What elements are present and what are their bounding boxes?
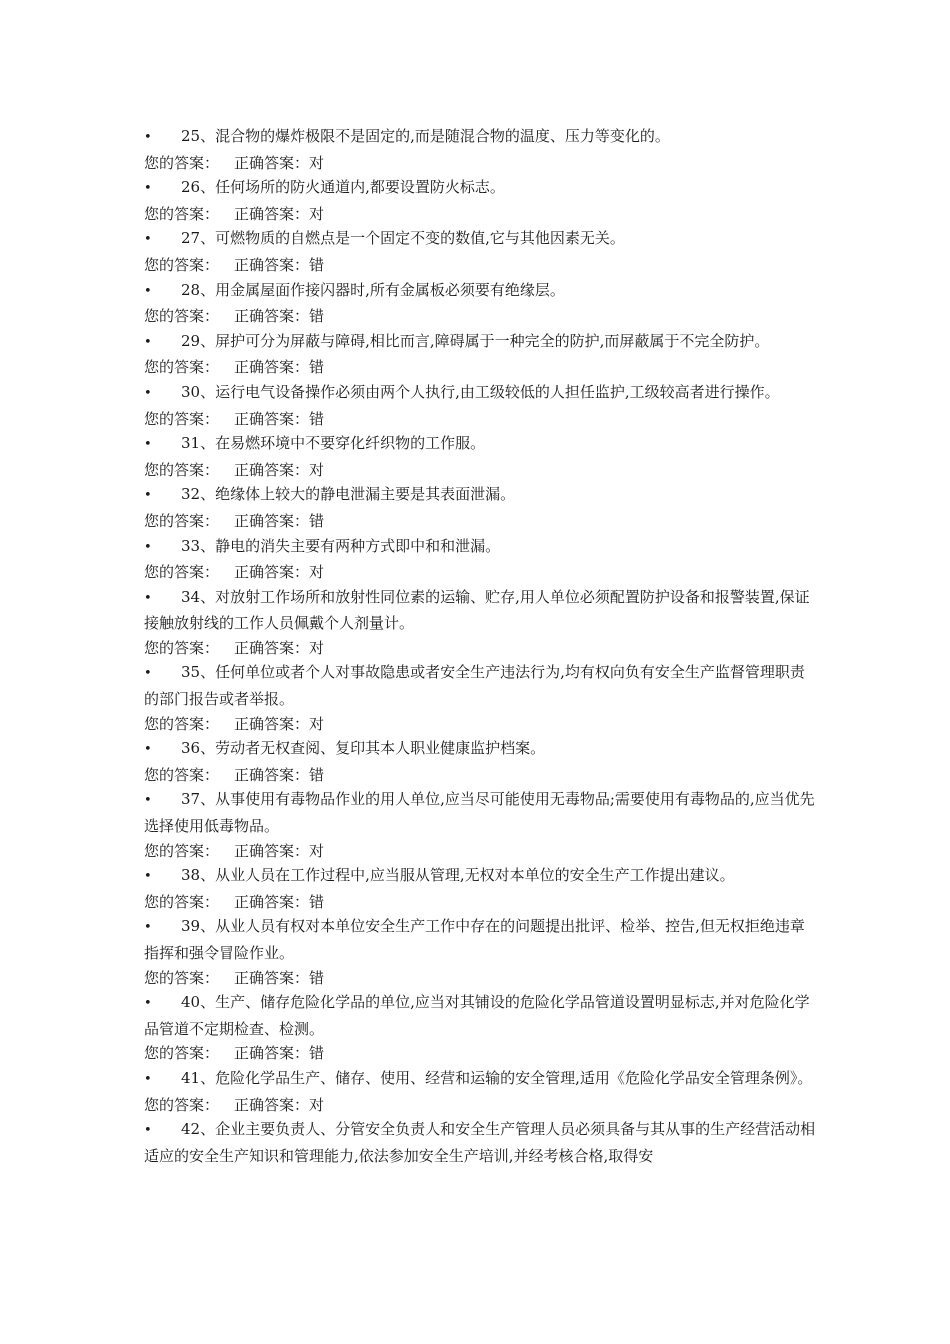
correct-answer-value: 对	[309, 153, 325, 172]
correct-answer-label: 正确答案：	[234, 841, 310, 860]
correct-answer-label: 正确答案：	[234, 153, 310, 172]
question-text: 25、混合物的爆炸极限不是固定的,而是随混合物的温度、压力等变化的。	[181, 127, 670, 145]
question-text: 29、屏护可分为屏蔽与障碍,相比而言,障碍属于一种完全的防护,而屏蔽属于不完全防护。	[181, 331, 770, 350]
question-text: 34、对放射工作场所和放射性同位素的运输、贮存,用人单位必须配置防护设备和报警装置,保证接触放射线的工作人员佩戴个人剂量计。	[144, 587, 810, 633]
question-item	[144, 226, 816, 253]
question-item	[144, 914, 816, 965]
answer-line	[144, 151, 816, 176]
answer-line	[144, 839, 816, 864]
bullet-icon: •	[144, 181, 152, 197]
question-text: 35、任何单位或者个人对事故隐患或者安全生产违法行为,均有权向负有安全生产监督管理职责的部门报告或者举报。	[144, 663, 805, 709]
correct-answer-label: 正确答案：	[234, 638, 310, 657]
answer-line	[144, 890, 816, 915]
bullet-icon: •	[144, 283, 152, 299]
your-answer-label: 您的答案：	[144, 892, 220, 911]
answer-line	[144, 202, 816, 227]
question-item	[144, 534, 816, 561]
bullet-icon: •	[144, 1071, 152, 1087]
correct-answer-label: 正确答案：	[234, 409, 310, 428]
correct-answer-value: 错	[309, 892, 325, 911]
correct-answer-label: 正确答案：	[234, 1044, 310, 1063]
question-text: 27、可燃物质的自燃点是一个固定不变的数值,它与其他因素无关。	[181, 229, 625, 248]
your-answer-label: 您的答案：	[144, 1095, 220, 1114]
your-answer-label: 您的答案：	[144, 307, 220, 326]
bullet-icon: •	[144, 488, 152, 504]
question-item	[144, 585, 816, 636]
answer-line	[144, 1093, 816, 1118]
your-answer-label: 您的答案：	[144, 563, 220, 582]
bullet-icon: •	[144, 334, 152, 350]
question-text: 26、任何场所的防火通道内,都要设置防火标志。	[181, 178, 505, 197]
correct-answer-value: 错	[309, 511, 325, 530]
question-item	[144, 278, 816, 305]
your-answer-label: 您的答案：	[144, 511, 220, 530]
your-answer-label: 您的答案：	[144, 255, 220, 274]
correct-answer-label: 正确答案：	[234, 511, 310, 530]
correct-answer-label: 正确答案：	[234, 358, 310, 377]
question-text: 32、绝缘体上较大的静电泄漏主要是其表面泄漏。	[181, 485, 516, 504]
your-answer-label: 您的答案：	[144, 358, 220, 377]
question-text: 28、用金属屋面作接闪器时,所有金属板必须要有绝缘层。	[181, 280, 565, 299]
question-item	[144, 175, 816, 202]
answer-line	[144, 458, 816, 483]
question-text: 33、静电的消失主要有两种方式即中和和泄漏。	[181, 536, 501, 555]
correct-answer-label: 正确答案：	[234, 460, 310, 479]
question-text: 31、在易燃环境中不要穿化纤织物的工作服。	[181, 434, 486, 453]
question-text: 38、从业人员在工作过程中,应当服从管理,无权对本单位的安全生产工作提出建议。	[181, 866, 735, 885]
correct-answer-label: 正确答案：	[234, 714, 310, 733]
answer-line	[144, 304, 816, 329]
bullet-icon: •	[144, 590, 152, 606]
question-item	[144, 863, 816, 890]
correct-answer-label: 正确答案：	[234, 968, 310, 987]
your-answer-label: 您的答案：	[144, 153, 220, 172]
bullet-icon: •	[144, 232, 152, 248]
answer-line	[144, 763, 816, 788]
document-page	[144, 124, 816, 1168]
correct-answer-label: 正确答案：	[234, 765, 310, 784]
correct-answer-value: 错	[309, 968, 325, 987]
question-text: 41、危险化学品生产、储存、使用、经营和运输的安全管理,适用《危险化学品安全管理条例》。	[181, 1068, 813, 1087]
question-item	[144, 329, 816, 356]
question-item	[144, 124, 816, 151]
correct-answer-value: 对	[309, 714, 325, 733]
answer-line	[144, 407, 816, 432]
your-answer-label: 您的答案：	[144, 765, 220, 784]
bullet-icon: •	[144, 742, 152, 758]
question-text: 40、生产、储存危险化学品的单位,应当对其铺设的危险化学品管道设置明显标志,并对危险化学品管道不定期检查、检测。	[144, 993, 810, 1038]
your-answer-label: 您的答案：	[144, 638, 220, 657]
correct-answer-value: 错	[309, 1044, 325, 1063]
bullet-icon: •	[144, 1123, 152, 1139]
answer-line	[144, 560, 816, 585]
your-answer-label: 您的答案：	[144, 841, 220, 860]
your-answer-label: 您的答案：	[144, 409, 220, 428]
your-answer-label: 您的答案：	[144, 204, 220, 223]
bullet-icon: •	[144, 869, 152, 885]
answer-line	[144, 712, 816, 737]
answer-line	[144, 253, 816, 278]
question-text: 37、从事使用有毒物品作业的用人单位,应当尽可能使用无毒物品;需要使用有毒物品的,应当优先选择使用低毒物品。	[144, 790, 815, 836]
question-text: 36、劳动者无权查阅、复印其本人职业健康监护档案。	[181, 739, 546, 758]
answer-line	[144, 355, 816, 380]
bullet-icon: •	[144, 920, 152, 936]
correct-answer-value: 错	[309, 307, 325, 326]
question-item	[144, 787, 816, 838]
correct-answer-value: 对	[309, 638, 325, 657]
question-item	[144, 482, 816, 509]
correct-answer-value: 对	[309, 204, 325, 223]
correct-answer-value: 对	[309, 563, 325, 582]
question-item	[144, 1117, 816, 1168]
bullet-icon: •	[144, 666, 152, 682]
correct-answer-label: 正确答案：	[234, 307, 310, 326]
correct-answer-label: 正确答案：	[234, 563, 310, 582]
question-item	[144, 990, 816, 1041]
question-item	[144, 660, 816, 711]
answer-line	[144, 509, 816, 534]
your-answer-label: 您的答案：	[144, 714, 220, 733]
answer-line	[144, 966, 816, 991]
question-item	[144, 1066, 816, 1093]
correct-answer-value: 错	[309, 765, 325, 784]
bullet-icon: •	[144, 437, 152, 453]
bullet-icon: •	[144, 539, 152, 555]
question-text: 30、运行电气设备操作必须由两个人执行,由工级较低的人担任监护,工级较高者进行操作。	[181, 382, 780, 401]
your-answer-label: 您的答案：	[144, 968, 220, 987]
correct-answer-label: 正确答案：	[234, 255, 310, 274]
bullet-icon: •	[144, 996, 152, 1012]
question-text: 39、从业人员有权对本单位安全生产工作中存在的问题提出批评、检举、控告,但无权拒绝违章指挥和强令冒险作业。	[144, 917, 805, 962]
question-item	[144, 736, 816, 763]
correct-answer-value: 对	[309, 1095, 325, 1114]
your-answer-label: 您的答案：	[144, 1044, 220, 1063]
correct-answer-label: 正确答案：	[234, 892, 310, 911]
correct-answer-value: 对	[309, 460, 325, 479]
question-item	[144, 431, 816, 458]
correct-answer-label: 正确答案：	[234, 204, 310, 223]
your-answer-label: 您的答案：	[144, 460, 220, 479]
bullet-icon: •	[144, 385, 152, 401]
correct-answer-label: 正确答案：	[234, 1095, 310, 1114]
correct-answer-value: 错	[309, 358, 325, 377]
correct-answer-value: 对	[309, 841, 325, 860]
question-item	[144, 380, 816, 407]
correct-answer-value: 错	[309, 409, 325, 428]
question-text: 42、企业主要负责人、分管安全负责人和安全生产管理人员必须具备与其从事的生产经营活动相适应的安全生产知识和管理能力,依法参加安全生产培训,并经考核合格,取得安	[144, 1120, 816, 1165]
answer-line	[144, 636, 816, 661]
bullet-icon: •	[144, 130, 152, 145]
bullet-icon: •	[144, 793, 152, 809]
correct-answer-value: 错	[309, 255, 325, 274]
answer-line	[144, 1041, 816, 1066]
